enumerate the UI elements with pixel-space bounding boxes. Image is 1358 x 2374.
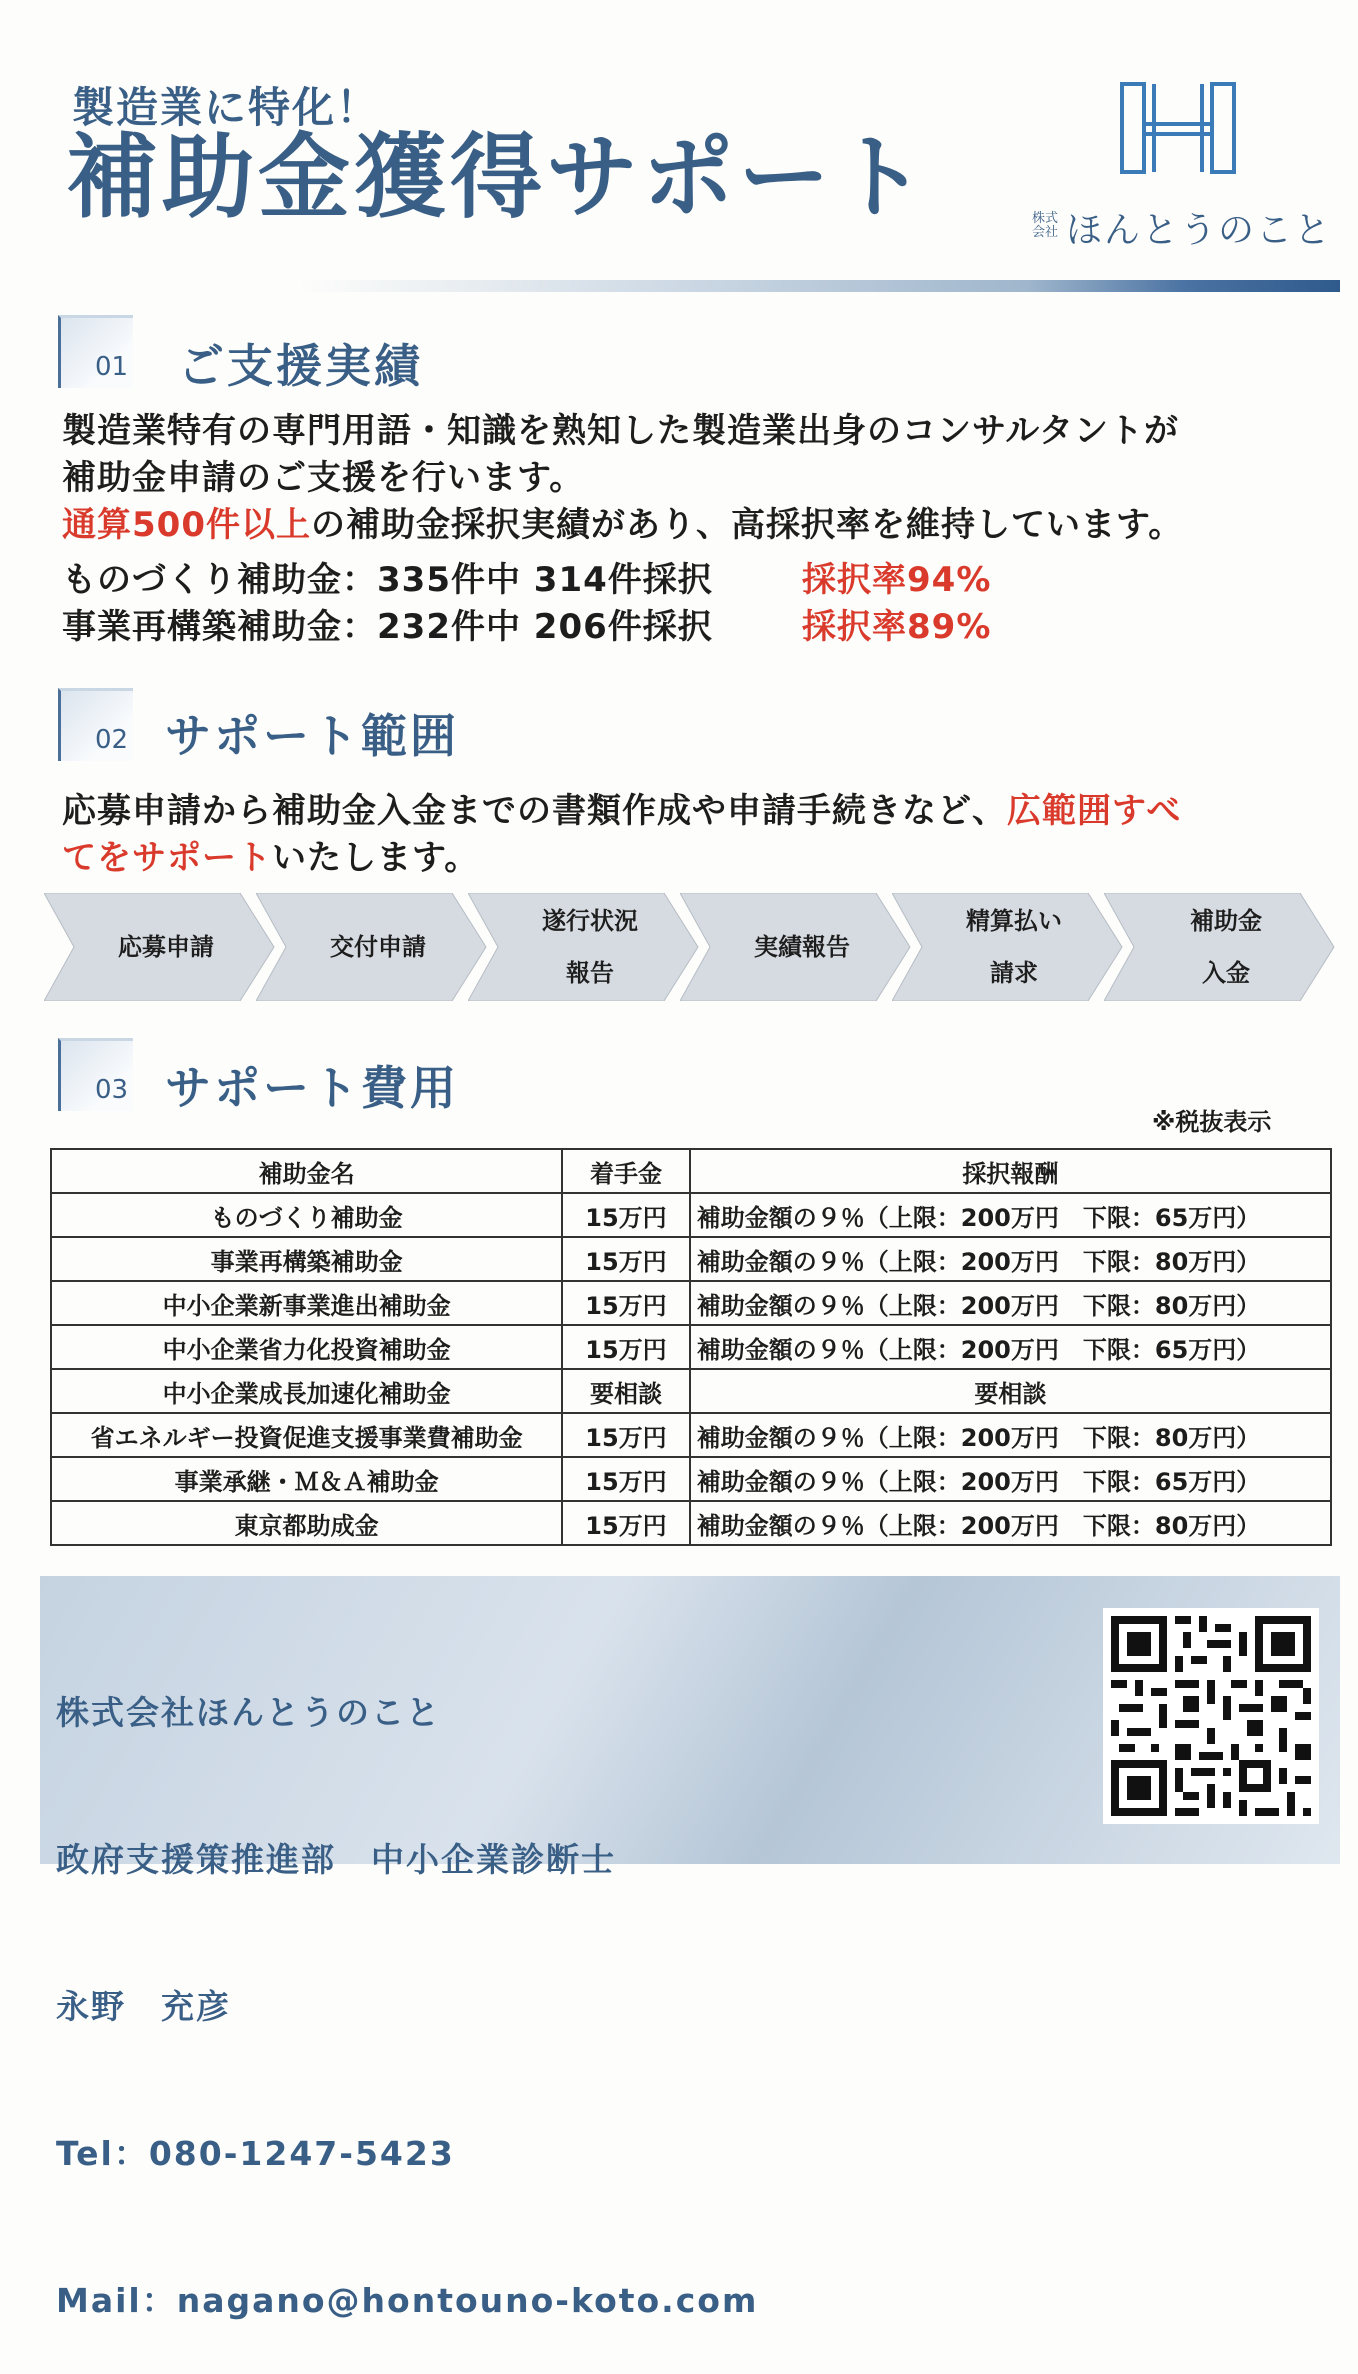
contact-tel[interactable]: Tel：080-1247-5423 bbox=[56, 2134, 455, 2173]
scope-text bbox=[62, 788, 1302, 882]
scope-highlight-b: てをサポート bbox=[62, 838, 272, 878]
process-step-label: 実績報告 bbox=[754, 933, 850, 961]
contact-email[interactable]: Mail：nagano@hontouno-koto.com bbox=[56, 2281, 759, 2320]
process-flow bbox=[44, 893, 1340, 1001]
process-step bbox=[1104, 893, 1336, 1001]
process-step-label: 遂行状況 報告 bbox=[542, 907, 638, 987]
process-step bbox=[468, 893, 700, 1001]
success-fee: 要相談 bbox=[690, 1369, 1331, 1413]
process-step-label: 精算払い 請求 bbox=[966, 907, 1062, 987]
upfront-fee: 15万円 bbox=[562, 1501, 690, 1545]
section-01-title: ご支援実績 bbox=[178, 339, 423, 393]
section-01-number: 01 bbox=[95, 352, 129, 382]
table-row bbox=[51, 1413, 1331, 1457]
column-header: 採択報酬 bbox=[690, 1149, 1331, 1193]
contact-company: 株式会社ほんとうのこと bbox=[56, 1693, 441, 1732]
table-row bbox=[51, 1369, 1331, 1413]
table-header-row bbox=[51, 1149, 1331, 1193]
achievements-line-3-rest: の補助金採択実績があり、高採択率を維持しています。 bbox=[310, 505, 1184, 545]
tax-note: ※税抜表示 bbox=[1152, 1108, 1272, 1136]
subsidy-name: 中小企業成長加速化補助金 bbox=[51, 1369, 562, 1413]
upfront-fee: 15万円 bbox=[562, 1193, 690, 1237]
upfront-fee: 要相談 bbox=[562, 1369, 690, 1413]
scope-highlight-a: 広範囲すべ bbox=[1007, 791, 1182, 831]
section-02-number: 02 bbox=[95, 725, 129, 755]
subsidy-name: 事業再構築補助金 bbox=[51, 1237, 562, 1281]
result-text: ものづくり補助金：335件中 314件採択 bbox=[62, 560, 713, 600]
achievements-line-3 bbox=[62, 502, 1183, 549]
table-row bbox=[51, 1281, 1331, 1325]
contact-department: 政府支援策推進部 中小企業診断士 bbox=[56, 1840, 616, 1879]
upfront-fee: 15万円 bbox=[562, 1325, 690, 1369]
upfront-fee: 15万円 bbox=[562, 1413, 690, 1457]
process-step bbox=[256, 893, 488, 1001]
result-row bbox=[62, 557, 1183, 604]
scope-text-a: 応募申請から補助金入金までの書類作成や申請手続きなど、 bbox=[62, 791, 1007, 831]
fee-table bbox=[50, 1148, 1332, 1546]
result-row bbox=[62, 604, 1183, 651]
subsidy-name: 中小企業省力化投資補助金 bbox=[51, 1325, 562, 1369]
scope-text-b: いたします。 bbox=[272, 838, 480, 878]
subsidy-name: ものづくり補助金 bbox=[51, 1193, 562, 1237]
subsidy-name: 省エネルギー投資促進支援事業費補助金 bbox=[51, 1413, 562, 1457]
upfront-fee: 15万円 bbox=[562, 1457, 690, 1501]
section-02-title: サポート範囲 bbox=[165, 709, 459, 763]
success-fee: 補助金額の９％（上限：200万円 下限：80万円） bbox=[690, 1413, 1331, 1457]
achievements-text bbox=[62, 408, 1183, 651]
process-step bbox=[44, 893, 276, 1001]
section-03-number: 03 bbox=[95, 1075, 129, 1105]
table-row bbox=[51, 1193, 1331, 1237]
process-step bbox=[680, 893, 912, 1001]
contact-name: 永野 充彦 bbox=[56, 1987, 231, 2026]
result-rate: 採択率89% bbox=[802, 607, 992, 647]
qr-code-icon[interactable] bbox=[1103, 1608, 1319, 1824]
success-fee: 補助金額の９％（上限：200万円 下限：65万円） bbox=[690, 1457, 1331, 1501]
achievements-line-2: 補助金申請のご支援を行います。 bbox=[62, 458, 585, 498]
company-prefix: 株式 会社 bbox=[1032, 211, 1059, 240]
result-text: 事業再構築補助金：232件中 206件採択 bbox=[62, 607, 713, 647]
subsidy-name: 東京都助成金 bbox=[51, 1501, 562, 1545]
company-logo-name: ほんとうのこと bbox=[1066, 210, 1333, 251]
result-rate: 採択率94% bbox=[802, 560, 992, 600]
scope-line-2 bbox=[62, 835, 1302, 882]
success-fee: 補助金額の９％（上限：200万円 下限：65万円） bbox=[690, 1325, 1331, 1369]
process-step bbox=[892, 893, 1124, 1001]
contact-block bbox=[56, 1590, 758, 2374]
subsidy-name: 事業承継・Ｍ＆Ａ補助金 bbox=[51, 1457, 562, 1501]
achievements-highlight: 通算500件以上 bbox=[62, 505, 311, 545]
table-row bbox=[51, 1237, 1331, 1281]
table-row bbox=[51, 1325, 1331, 1369]
company-logo-icon bbox=[1118, 80, 1238, 176]
upfront-fee: 15万円 bbox=[562, 1237, 690, 1281]
subsidy-name: 中小企業新事業進出補助金 bbox=[51, 1281, 562, 1325]
column-header: 補助金名 bbox=[51, 1149, 562, 1193]
success-fee: 補助金額の９％（上限：200万円 下限：80万円） bbox=[690, 1237, 1331, 1281]
page-title: 補助金獲得サポート bbox=[66, 124, 931, 231]
header-divider bbox=[300, 280, 1340, 292]
table-row bbox=[51, 1457, 1331, 1501]
scope-line-1 bbox=[62, 788, 1302, 835]
subtitle: 製造業に特化！ bbox=[72, 83, 381, 132]
success-fee: 補助金額の９％（上限：200万円 下限：80万円） bbox=[690, 1281, 1331, 1325]
column-header: 着手金 bbox=[562, 1149, 690, 1193]
section-03-title: サポート費用 bbox=[165, 1061, 459, 1115]
process-step-label: 応募申請 bbox=[118, 933, 214, 961]
process-step-label: 補助金 入金 bbox=[1190, 907, 1262, 987]
success-fee: 補助金額の９％（上限：200万円 下限：65万円） bbox=[690, 1193, 1331, 1237]
achievements-line-1: 製造業特有の専門用語・知識を熟知した製造業出身のコンサルタントが bbox=[62, 411, 1179, 451]
upfront-fee: 15万円 bbox=[562, 1281, 690, 1325]
process-step-label: 交付申請 bbox=[330, 933, 426, 961]
success-fee: 補助金額の９％（上限：200万円 下限：80万円） bbox=[690, 1501, 1331, 1545]
table-row bbox=[51, 1501, 1331, 1545]
